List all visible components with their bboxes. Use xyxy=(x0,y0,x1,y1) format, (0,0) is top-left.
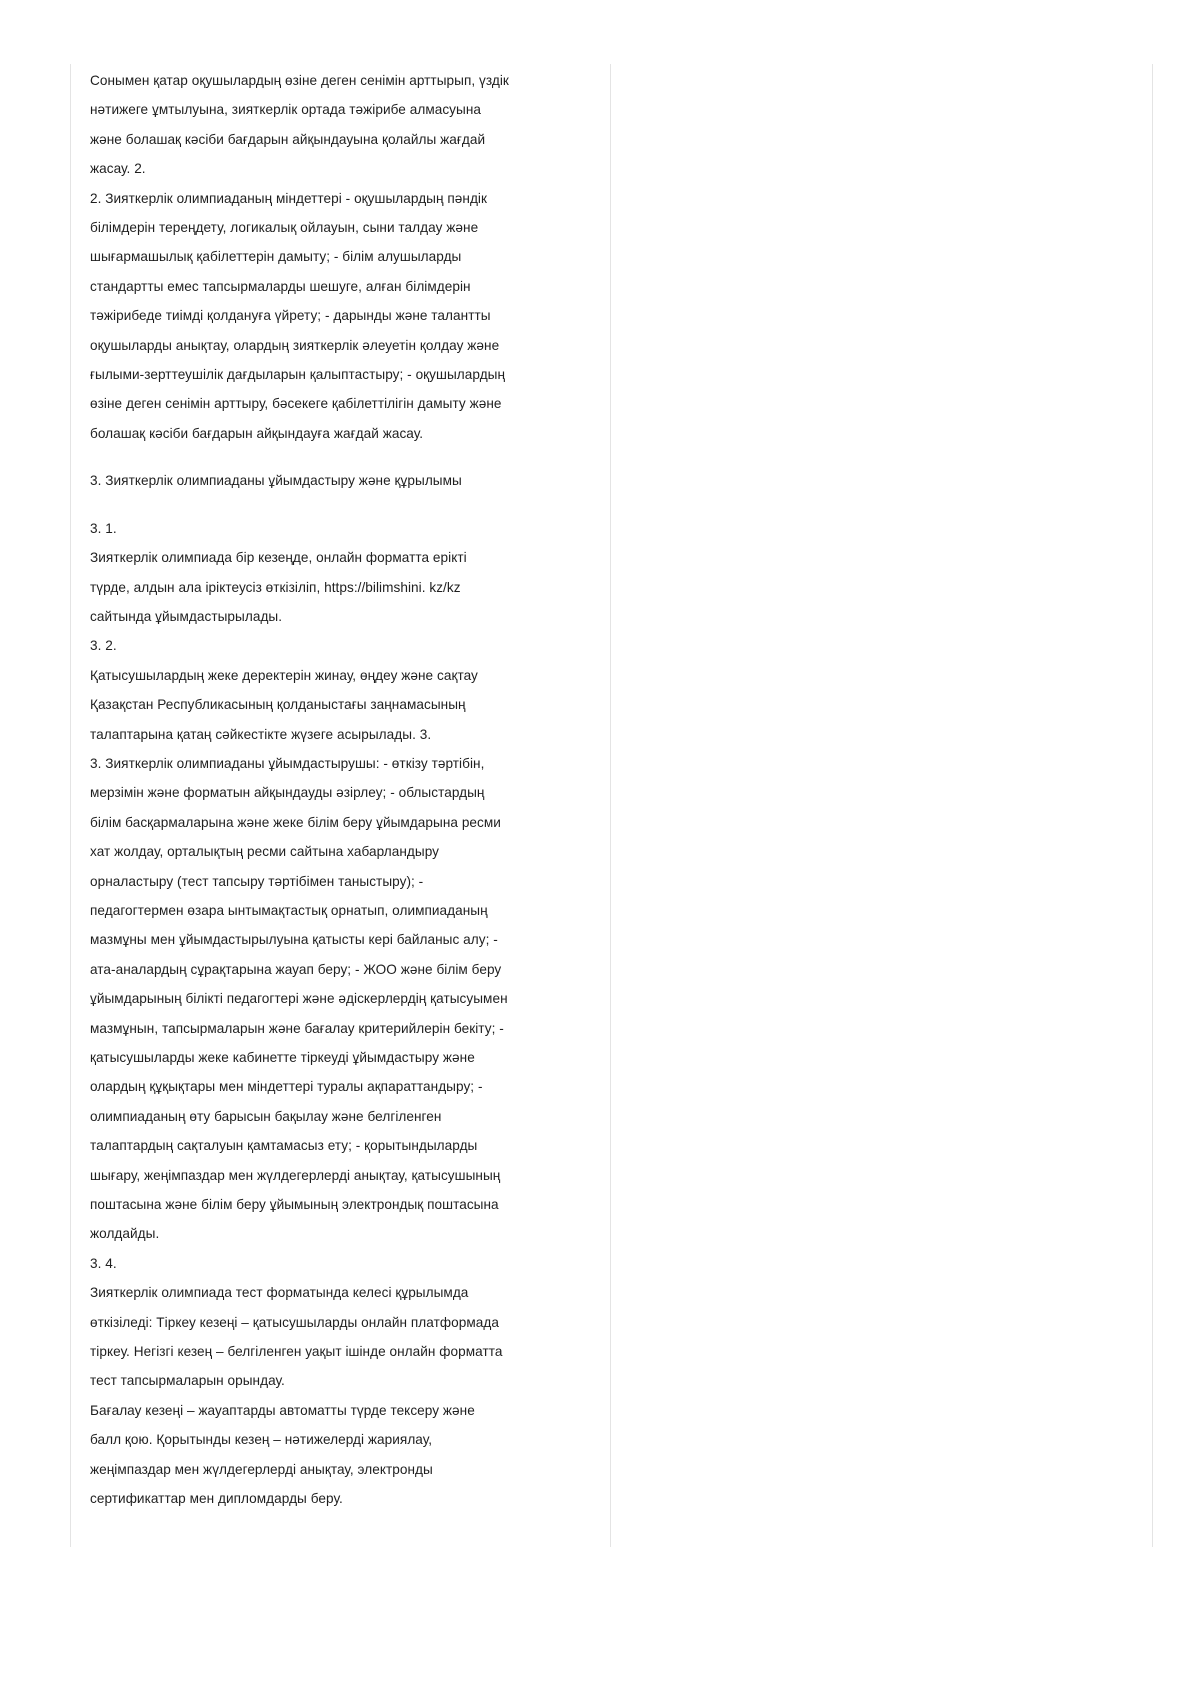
text-line: талаптардың сақталуын қамтамасыз ету; - қорытындыларды xyxy=(90,1138,478,1154)
text-line: олимпиаданың өту барысын бақылау және белгіленген xyxy=(90,1108,442,1124)
text-line: Сонымен қатар оқушылардың өзіне деген сенімін арттырып, үздік xyxy=(90,73,509,88)
text-line: қатысушыларды жеке кабинетте тіркеуді ұйымдастыру және xyxy=(90,1050,475,1065)
column-divider-left xyxy=(70,64,71,1547)
text-line: Қатысушылардың жеке деректерін жинау, өңдеу және сақтау xyxy=(90,667,478,683)
text-line: Қазақстан Республикасының қолданыстағы заңнамасының xyxy=(90,697,466,713)
text-line: түрде, алдын ала іріктеусіз өткізіліп, https://bilimshini. kz/kz xyxy=(90,579,461,595)
column-divider-middle xyxy=(610,64,611,1547)
text-line: орналастыру (тест тапсыру тәртібімен таныстыру); - xyxy=(90,873,424,889)
text-line: 3. 2. xyxy=(90,638,117,654)
text-line: 3. Зияткерлік олимпиаданы ұйымдастырушы: - өткізу тәртібін, xyxy=(90,755,485,771)
text-line: білімдерін тереңдету, логикалық ойлауын, сыни талдау және xyxy=(90,220,479,236)
text-line: педагогтермен өзара ынтымақтастық орнатып, олимпиаданың xyxy=(90,902,488,918)
text-line: хат жолдау, орталықтың ресми сайтына хабарландыру xyxy=(90,844,440,860)
text-line: өткізіледі: Тіркеу кезеңі – қатысушыларды онлайн платформада xyxy=(90,1314,499,1330)
text-line: Зияткерлік олимпиада бір кезеңде, онлайн форматта ерікті xyxy=(90,550,467,566)
text-line: ғылыми-зерттеушілік дағдыларын қалыптастыру; - оқушылардың xyxy=(90,367,506,383)
text-line: оқушыларды анықтау, олардың зияткерлік әлеуетін қолдау және xyxy=(90,337,500,353)
text-line: 3. Зияткерлік олимпиаданы ұйымдастыру және құрылымы xyxy=(90,473,462,489)
text-line: 3. 1. xyxy=(90,520,117,536)
text-line: балл қою. Қорытынды кезең – нәтижелерді жариялау, xyxy=(90,1432,433,1448)
text-line: сертификаттар мен дипломдарды беру. xyxy=(90,1491,343,1507)
text-line: білім басқармаларына және жеке білім беру ұйымдарына ресми xyxy=(90,814,501,830)
text-line: Бағалау кезеңі – жауаптарды автоматты түрде тексеру және xyxy=(90,1402,475,1418)
text-line: мерзімін және форматын айқындауды әзірлеу; - облыстардың xyxy=(90,785,485,801)
text-line: өзіне деген сенімін арттыру, бәсекеге қабілеттілігін дамыту және xyxy=(90,396,502,412)
text-line: поштасына және білім беру ұйымының электрондық поштасына xyxy=(90,1197,499,1213)
column-divider-right xyxy=(1152,64,1153,1547)
text-line: талаптарына қатаң сәйкестікте жүзеге асырылады. 3. xyxy=(90,726,432,742)
text-line: тәжірибеде тиімді қолдануға үйрету; - дарынды және талантты xyxy=(90,308,491,324)
text-line: тест тапсырмаларын орындау. xyxy=(90,1373,285,1389)
text-line: шығару, жеңімпаздар мен жүлдегерлерді анықтау, қатысушының xyxy=(90,1167,501,1183)
text-line: болашақ кәсіби бағдарын айқындауға жағдай жасау. xyxy=(90,425,424,441)
text-line: жеңімпаздар мен жүлдегерлерді анықтау, электронды xyxy=(90,1461,433,1477)
text-line: жасау. 2. xyxy=(90,161,146,177)
text-line: жолдайды. xyxy=(90,1226,160,1242)
text-line: ұйымдарының білікті педагогтері және әдіскерлердің қатысуымен xyxy=(90,991,508,1007)
text-line: нәтижеге ұмтылуына, зияткерлік ортада тәжірибе алмасуына xyxy=(90,102,482,118)
text-line: мазмұнын, тапсырмаларын және бағалау критерийлерін бекіту; - xyxy=(90,1020,504,1036)
text-line: шығармашылық қабілеттерін дамыту; - білім алушыларды xyxy=(90,249,462,265)
text-line: және болашақ кәсіби бағдарын айқындауына қолайлы жағдай xyxy=(90,131,486,147)
text-line: стандартты емес тапсырмаларды шешуге, алған білімдерін xyxy=(90,278,471,294)
text-line: 2. Зияткерлік олимпиаданың міндеттері - оқушылардың пәндік xyxy=(90,190,488,206)
text-line: сайтында ұйымдастырылады. xyxy=(90,608,283,624)
text-line: олардың құқықтары мен міндеттері туралы ақпараттандыру; - xyxy=(90,1079,483,1095)
text-line: Зияткерлік олимпиада тест форматында келесі құрылымда xyxy=(90,1285,469,1301)
text-line: 3. 4. xyxy=(90,1255,117,1271)
text-line: мазмұны мен ұйымдастырылуына қатысты кері байланыс алу; - xyxy=(90,932,498,948)
text-line: ата-аналардың сұрақтарына жауап беру; - ЖОО және білім беру xyxy=(90,961,502,977)
text-column xyxy=(90,66,600,1514)
text-line: тіркеу. Негізгі кезең – белгіленген уақыт ішінде онлайн форматта xyxy=(90,1344,503,1360)
